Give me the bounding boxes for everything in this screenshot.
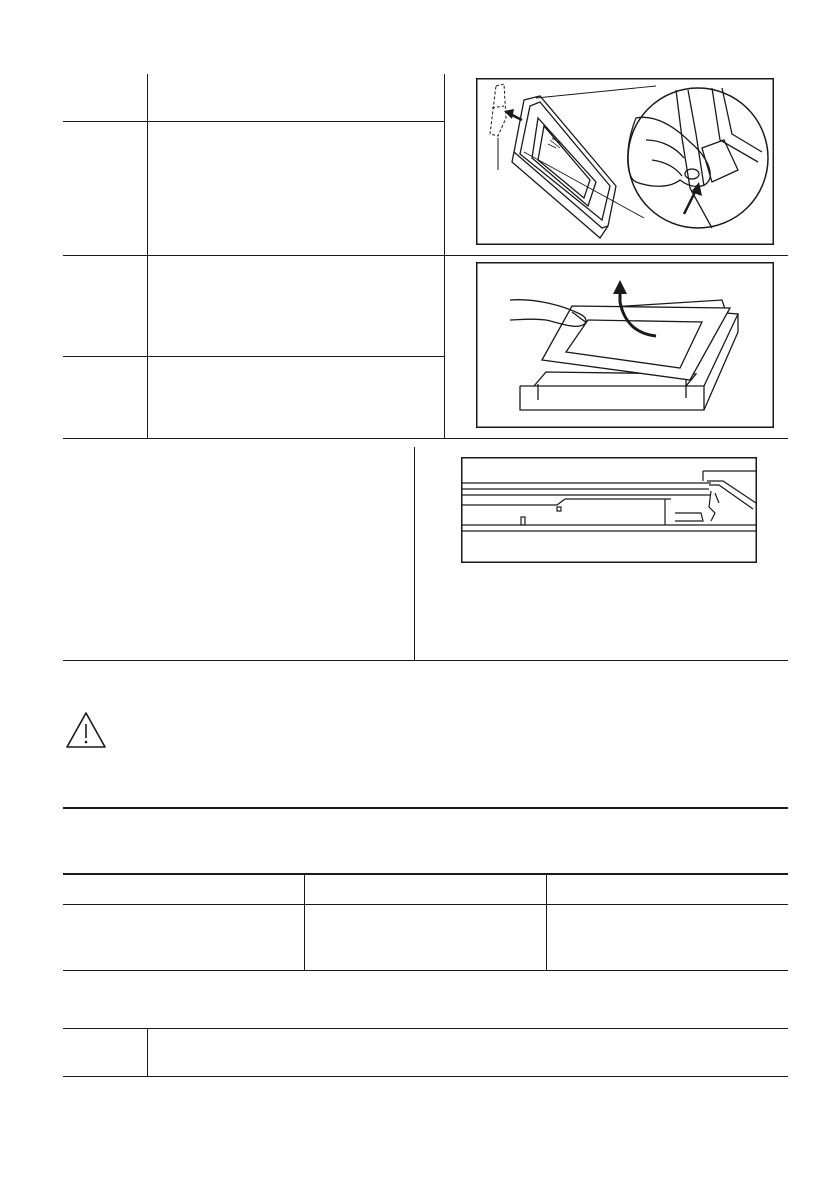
table-bottom-border [63,438,788,439]
row-separator [63,255,788,256]
info-block-bottom-border [63,660,788,661]
figure-column-divider [444,74,445,438]
door-glass-panel-removal-illustration [476,78,774,245]
warning-triangle-icon [65,711,107,749]
section-rule [63,807,788,809]
steps-column-divider [147,1028,148,1076]
column-divider [546,874,547,970]
lift-glass-panel-illustration [476,262,774,428]
table-header-bottom-border [63,904,788,905]
steps-column-divider [147,74,148,438]
table-bottom-border [63,970,788,971]
table-header-top-border [63,873,788,875]
column-divider [304,874,305,970]
info-column-divider [414,447,415,660]
table-top-border [63,1028,788,1029]
table-bottom-border [63,1076,788,1077]
row-separator [63,356,444,357]
door-edge-detail-illustration [461,457,757,563]
row-separator [63,121,444,122]
